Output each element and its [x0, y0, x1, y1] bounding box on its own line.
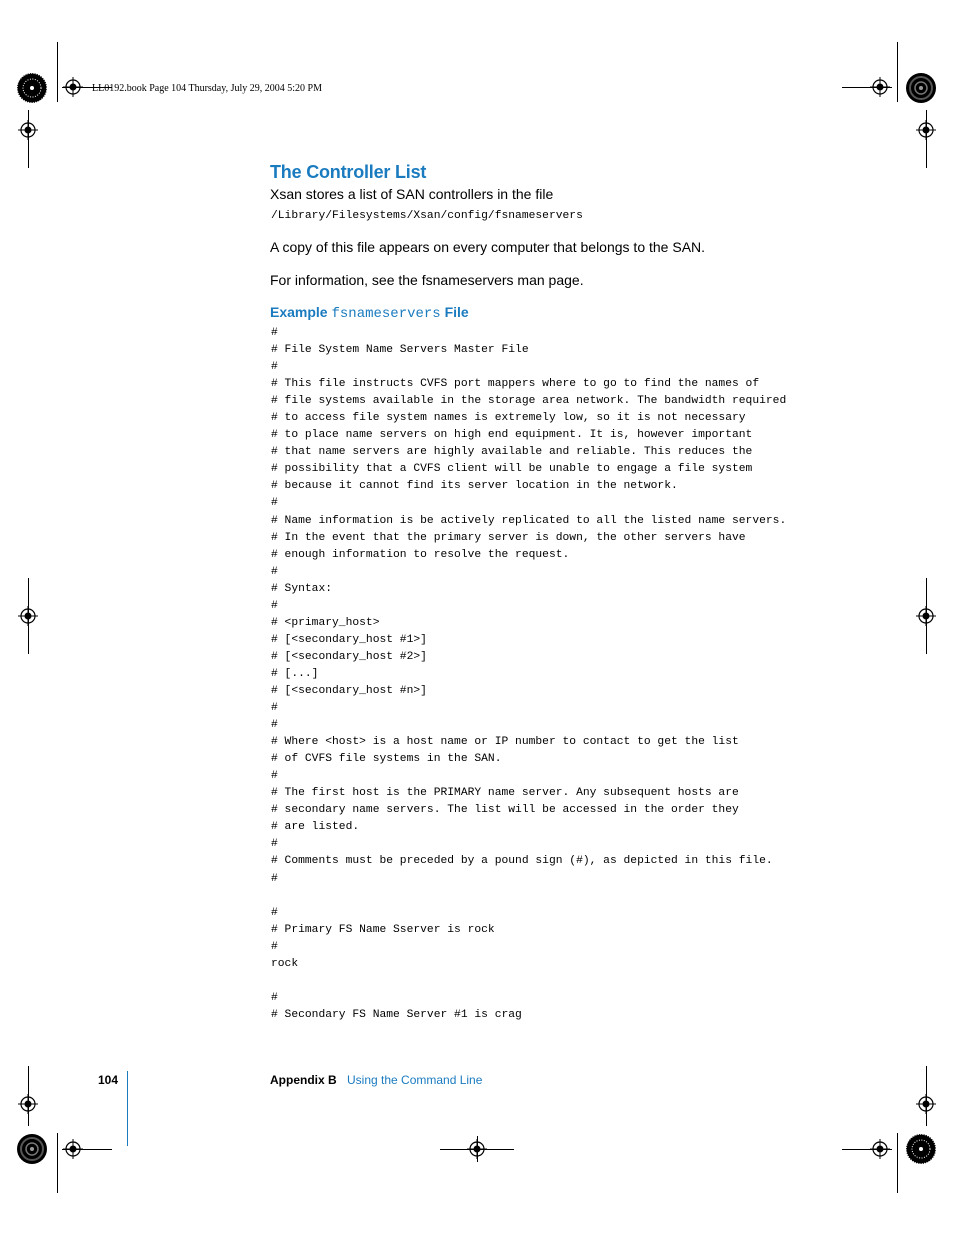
- registration-mark-icon: [18, 606, 38, 626]
- footer-appendix: Appendix B: [270, 1073, 337, 1087]
- code-line: # In the event that the primary server is down, the other servers have: [271, 531, 746, 544]
- paragraph: For information, see the fsnameservers man page.: [270, 272, 584, 288]
- code-line: # enough information to resolve the request.: [271, 548, 570, 561]
- crop-line: [897, 1133, 898, 1193]
- code-line: # Secondary FS Name Server #1 is crag: [271, 1008, 522, 1021]
- star-target-icon: [905, 1133, 937, 1165]
- code-line: #: [271, 940, 278, 953]
- crop-line: [57, 42, 58, 102]
- crop-line: [57, 1133, 58, 1193]
- code-line: #: [271, 906, 278, 919]
- registration-mark-icon: [18, 120, 38, 140]
- code-line: #: [271, 497, 278, 510]
- code-line: # [<secondary_host #2>]: [271, 650, 427, 663]
- footer-chapter-title: Using the Command Line: [347, 1073, 483, 1087]
- code-line: # File System Name Servers Master File: [271, 344, 529, 357]
- code-line: #: [271, 719, 278, 732]
- intro-text: Xsan stores a list of SAN controllers in the file: [270, 186, 554, 202]
- code-line: # [<secondary_host #1>]: [271, 633, 427, 646]
- code-line: # [<secondary_host #n>]: [271, 684, 427, 697]
- example-heading-suffix: File: [444, 304, 469, 320]
- code-line: #: [271, 565, 278, 578]
- registration-mark-icon: [916, 120, 936, 140]
- code-line: # of CVFS file systems in the SAN.: [271, 753, 502, 766]
- code-line: #: [271, 361, 278, 374]
- star-target-icon: [16, 1133, 48, 1165]
- code-line: #: [271, 770, 278, 783]
- code-line: # Syntax:: [271, 582, 333, 595]
- code-line: # Where <host> is a host name or IP number to contact to get the list: [271, 736, 739, 749]
- code-line: #: [271, 838, 278, 851]
- code-line: # to access file system names is extremely low, so it is not necessary: [271, 412, 746, 425]
- code-line: rock: [271, 957, 299, 970]
- registration-mark-icon: [63, 1139, 83, 1159]
- star-target-icon: [16, 72, 48, 104]
- code-line: # file systems available in the storage area network. The bandwidth required: [271, 395, 787, 408]
- registration-mark-icon: [916, 1094, 936, 1114]
- code-line: # secondary name servers. The list will be accessed in the order they: [271, 804, 739, 817]
- code-line: # <primary_host>: [271, 616, 380, 629]
- code-line: # The first host is the PRIMARY name server. Any subsequent hosts are: [271, 787, 739, 800]
- code-line: # Primary FS Name Sserver is rock: [271, 923, 495, 936]
- registration-mark-icon: [467, 1139, 487, 1159]
- code-listing: [271, 325, 786, 1024]
- registration-mark-icon: [870, 77, 890, 97]
- registration-mark-icon: [870, 1139, 890, 1159]
- file-path: /Library/Filesystems/Xsan/config/fsnameservers: [271, 210, 583, 222]
- code-line: #: [271, 872, 278, 885]
- footer-rule: [127, 1071, 128, 1146]
- registration-mark-icon: [63, 77, 83, 97]
- code-line: # possibility that a CVFS client will be unable to engage a file system: [271, 463, 753, 476]
- code-line: # Comments must be preceded by a pound sign (#), as depicted in this file.: [271, 855, 773, 868]
- code-line: # to place name servers on high end equipment. It is, however important: [271, 429, 753, 442]
- code-line: #: [271, 991, 278, 1004]
- print-slug: LL0192.book Page 104 Thursday, July 29, 2004 5:20 PM: [92, 83, 322, 94]
- page-number: 104: [98, 1073, 119, 1087]
- code-line: #: [271, 599, 278, 612]
- code-line: # that name servers are highly available and reliable. This reduces the: [271, 446, 753, 459]
- example-heading-prefix: Example: [270, 304, 328, 320]
- example-heading-code: fsnameservers: [331, 306, 441, 322]
- code-line: # [...]: [271, 667, 319, 680]
- code-line: #: [271, 327, 278, 339]
- code-line: # are listed.: [271, 821, 360, 834]
- code-line: # Name information is be actively replicated to all the listed name servers.: [271, 514, 787, 527]
- crop-line: [897, 42, 898, 102]
- code-line: # This file instructs CVFS port mappers where to go to find the names of: [271, 378, 760, 391]
- registration-mark-icon: [18, 1094, 38, 1114]
- star-target-icon: [905, 72, 937, 104]
- code-line: # because it cannot find its server location in the network.: [271, 480, 678, 493]
- section-title: The Controller List: [270, 162, 427, 182]
- code-line: #: [271, 702, 278, 715]
- paragraph: A copy of this file appears on every computer that belongs to the SAN.: [270, 239, 706, 255]
- example-heading: [270, 304, 469, 322]
- registration-mark-icon: [916, 606, 936, 626]
